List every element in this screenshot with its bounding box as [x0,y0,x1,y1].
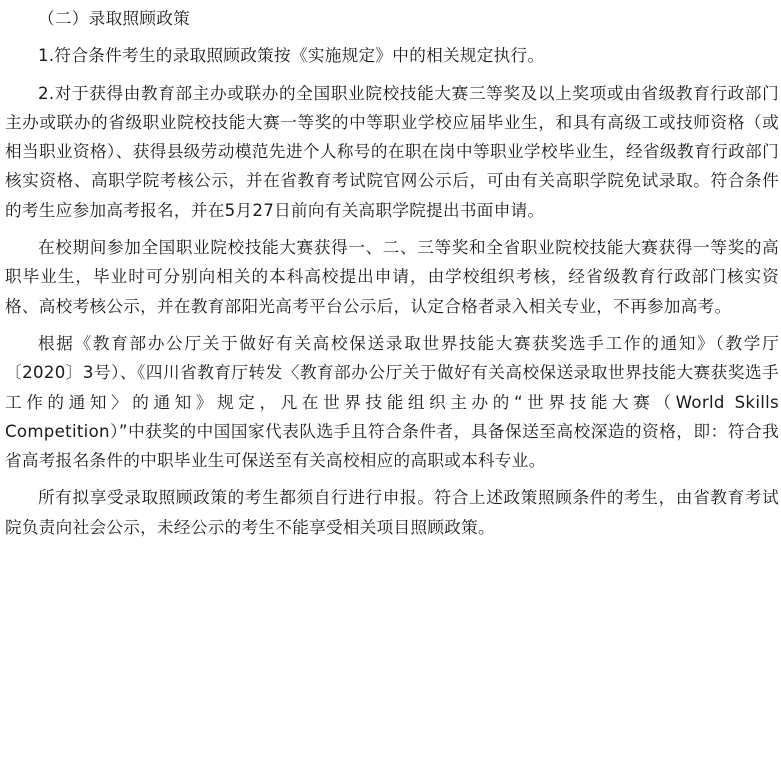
paragraph-world-skills: 根据《教育部办公厅关于做好有关高校保送录取世界技能大赛获奖选手工作的通知》（教学厅〔2020〕3号）、《四川省教育厅转发〈教育部办公厅关于做好有关高校保送录取世界技能大赛获奖选手工作的通知〉的通知》规定，凡在世界技能组织主办的“世界技能大赛（World Skills Competition）”中获奖的中国国家代表队选手且符合条件者，具备保送至高校深造的资格，即：符合我省高考报名条件的中职毕业生可保送至有关高校相应的高职或本科专业。 [5,333,779,471]
section-heading: （二）录取照顾政策 [38,9,191,28]
paragraph-application-notice: 所有拟享受录取照顾政策的考生都须自行进行申报。符合上述政策照顾条件的考生，由省教育考试院负责向社会公示，未经公示的考生不能享受相关项目照顾政策。 [5,488,779,537]
paragraph-rule-1: 1.符合条件考生的录取照顾政策按《实施规定》中的相关规定执行。 [38,46,545,66]
paragraph-rule-2: 2.对于获得由教育部主办或联办的全国职业院校技能大赛三等奖及以上奖项或由省级教育行政部门主办或联办的省级职业院校技能大赛一等奖的中等职业学校应届毕业生，和具有高级工或技师资格（或相当职业资格）、获得县级劳动模范先进个人称号的在职在岗中等职业学校毕业生，经省级教育行政部门核实资格、高职学院考核公示，并在省教育考试院官网公示后，可由有关高职学院免试录取。符合条件的考生应参加高考报名，并在5月27日前向有关高职学院提出书面申请。 [5,83,779,220]
document-body [5,4,779,542]
paragraph-vocational-graduates: 在校期间参加全国职业院校技能大赛获得一、二、三等奖和全省职业院校技能大赛获得一等奖的高职毕业生，毕业时可分别向相关的本科高校提出申请，由学校组织考核，经省级教育行政部门核实资格、高校考核公示，并在教育部阳光高考平台公示后，认定合格者录入相关专业，不再参加高考。 [5,238,779,316]
